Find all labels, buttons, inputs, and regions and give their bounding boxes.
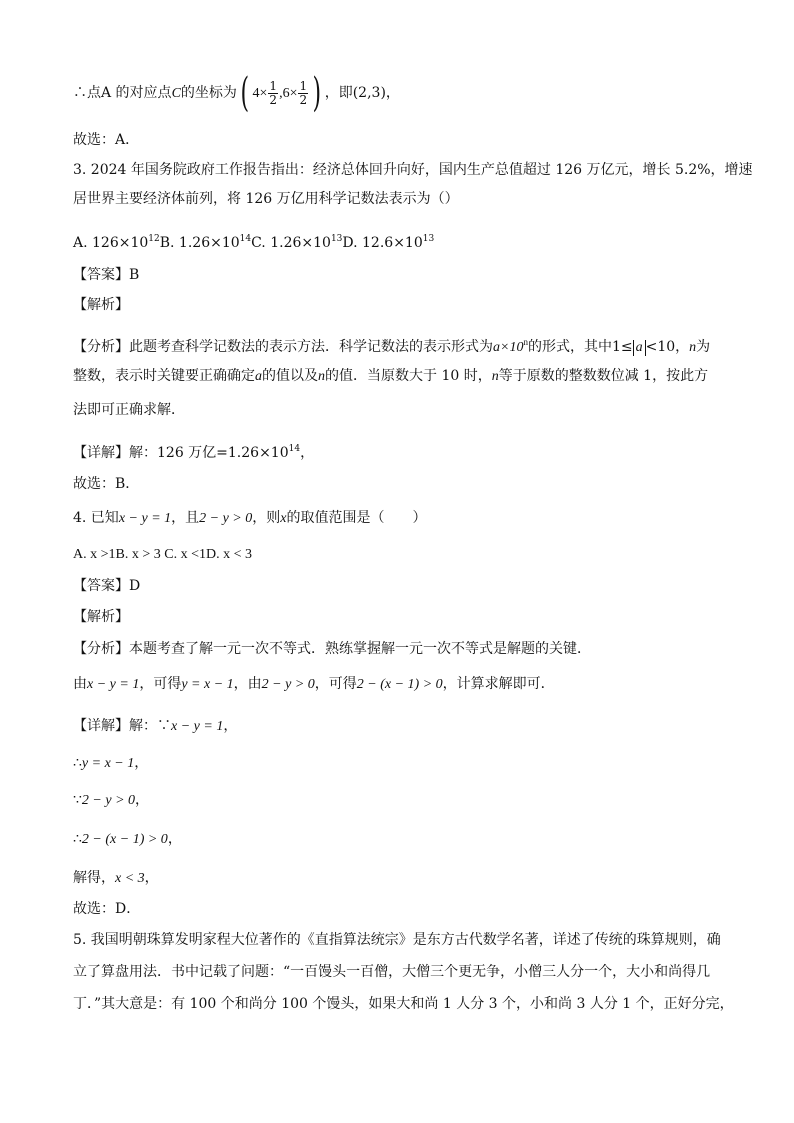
- fraction: [298, 80, 308, 107]
- text-segment: <10，: [645, 339, 690, 355]
- text-segment: 的形式，其中1≤: [527, 339, 633, 355]
- answer-choice-line: 故选：D．: [73, 901, 141, 917]
- question-3-options: [73, 229, 434, 253]
- answer-value: D: [129, 578, 141, 594]
- math-variable: a: [255, 369, 262, 384]
- text-segment: 解得，: [73, 870, 115, 886]
- question-4-text: [73, 508, 426, 529]
- left-paren: (: [240, 70, 250, 116]
- option-b: B. 1.26×10: [159, 235, 240, 251]
- question-5-text-cont: 丁．”其大意是：有 100 个和尚分 100 个馒头，如果大和尚 1 人分 3 个，小和尚 3 人分 1 个，正好分完，: [73, 996, 734, 1012]
- text-segment: 【详解】解：126 万亿=1.26×10: [73, 445, 289, 461]
- text-segment: ∴点A 的对应点: [73, 85, 172, 101]
- math-expression: x − y = 1: [118, 511, 172, 526]
- answer-choice-line: 故选：A．: [73, 132, 140, 148]
- text-segment: ，由: [233, 676, 262, 692]
- text-segment: ∴: [73, 831, 82, 847]
- text-segment: ，可得: [139, 676, 182, 692]
- analysis-tag: 【解析】: [73, 609, 129, 625]
- analysis-line-1: 【分析】本题考查了解一元一次不等式．熟练掌握解一元一次不等式是解题的关键．: [73, 641, 591, 657]
- option-d: D. 12.6×10: [342, 235, 423, 251]
- detail-step: [73, 790, 149, 811]
- detail-line: [73, 439, 314, 463]
- text-segment: 【详解】解：∵: [73, 718, 171, 734]
- detail-step: [73, 716, 237, 737]
- math-expression: y = x − 1: [181, 677, 234, 692]
- answer-line: [73, 265, 139, 285]
- text-segment: 4. 已知: [73, 510, 119, 526]
- math-expression: 4×: [252, 86, 268, 101]
- answer-choice-line: 故选：B．: [73, 476, 140, 492]
- option-c: C. 1.26×10: [251, 235, 331, 251]
- fraction-numerator: 1: [299, 78, 308, 93]
- text-segment: ，: [223, 718, 238, 734]
- text-segment: ，可得: [314, 676, 357, 692]
- analysis-tag: 【解析】: [73, 297, 129, 313]
- analysis-line-2: [73, 674, 555, 695]
- text-segment: ∵: [73, 792, 82, 808]
- text-segment: ，且: [171, 510, 200, 526]
- math-variable: n: [689, 340, 697, 355]
- right-paren: ): [312, 70, 322, 116]
- math-expression: a×10: [493, 340, 524, 355]
- option-a: A. 126×10: [73, 235, 149, 251]
- math-expression: y = x − 1: [81, 756, 135, 771]
- option-b-exponent: 14: [239, 234, 252, 244]
- text-segment: 整数，表示时关键要正确确定: [73, 368, 255, 384]
- analysis-line-3: 法即可正确求解．: [73, 402, 185, 418]
- text-segment: ，即(2,3)，: [324, 85, 400, 101]
- question-5-text-cont: 立了算盘用法．书中记载了问题：“一百馒头一百僧，大僧三个更无争，小僧三人分一个，大小和尚得几: [73, 964, 711, 980]
- text-segment: 的坐标为: [180, 85, 237, 101]
- text-segment: ，: [135, 792, 150, 808]
- text-segment: 的值以及: [262, 368, 318, 384]
- answer-tag: 【答案】: [73, 578, 129, 594]
- text-segment: 等于原数的整数数位减 1，按此方: [498, 368, 709, 384]
- detail-step: [73, 868, 159, 889]
- detail-step: [73, 829, 182, 850]
- text-segment: ，: [144, 870, 159, 886]
- option-a-exponent: 12: [148, 234, 160, 244]
- math-expression: 2 − y > 0: [261, 677, 315, 692]
- math-expression: 2 − y > 0: [81, 793, 136, 808]
- math-expression: 2 − (x − 1) > 0: [81, 832, 168, 847]
- option-d-exponent: 13: [422, 234, 435, 244]
- text-segment: ，: [134, 755, 149, 771]
- solution-line-coordinates: [73, 70, 400, 116]
- fraction: [268, 80, 278, 107]
- math-variable: x: [280, 511, 287, 526]
- text-segment: 由: [73, 676, 87, 692]
- question-3-text-cont: 居世界主要经济体前列，将 126 万亿用科学记数法表示为（）: [73, 191, 459, 207]
- text-segment: 的值．当原数大于 10 时，: [325, 368, 492, 384]
- text-segment: 【分析】此题考查科学记数法的表示方法．科学记数法的表示形式为: [73, 339, 493, 355]
- text-segment: 为: [696, 339, 711, 355]
- math-expression: x − y = 1: [87, 677, 140, 692]
- option-c-exponent: 13: [330, 234, 343, 244]
- text-segment: ，计算求解即可．: [442, 676, 555, 692]
- math-variable: n: [491, 369, 499, 384]
- math-expression: 2 − (x − 1) > 0: [356, 677, 443, 692]
- answer-line: [73, 576, 140, 596]
- analysis-line-2: [73, 366, 708, 387]
- analysis-line-1: [73, 332, 710, 358]
- question-4-options: A. x >1B. x > 3 C. x <1D. x < 3: [73, 547, 252, 562]
- absolute-value: a: [633, 340, 646, 356]
- math-expression: ,6×: [279, 86, 298, 101]
- text-segment: 的取值范围是（ ）: [286, 510, 427, 526]
- math-exponent: 14: [288, 444, 301, 454]
- math-expression: x < 3: [115, 871, 145, 886]
- detail-step: [73, 753, 148, 774]
- text-segment: ，则: [252, 510, 281, 526]
- fraction-denominator: 2: [299, 92, 308, 107]
- math-variable: C: [171, 86, 181, 101]
- fraction-denominator: 2: [269, 92, 278, 107]
- answer-value: B: [129, 267, 140, 283]
- text-segment: ∴: [73, 755, 82, 771]
- answer-tag: 【答案】: [73, 267, 129, 283]
- question-3-text: 3. 2024 年国务院政府工作报告指出：经济总体回升向好，国内生产总值超过 126 万亿元，增长 5.2%，增速: [73, 162, 753, 178]
- math-expression: x − y = 1: [171, 719, 224, 734]
- text-segment: ，: [300, 445, 315, 461]
- math-exponent: n: [523, 337, 528, 347]
- math-expression: 2 − y > 0: [199, 511, 253, 526]
- question-5-text: 5. 我国明朝珠算发明家程大位著作的《直指算法统宗》是东方古代数学名著，详述了传统的珠算规则，确: [73, 932, 721, 948]
- fraction-numerator: 1: [269, 78, 278, 93]
- text-segment: ，: [167, 831, 182, 847]
- math-variable: n: [318, 369, 325, 384]
